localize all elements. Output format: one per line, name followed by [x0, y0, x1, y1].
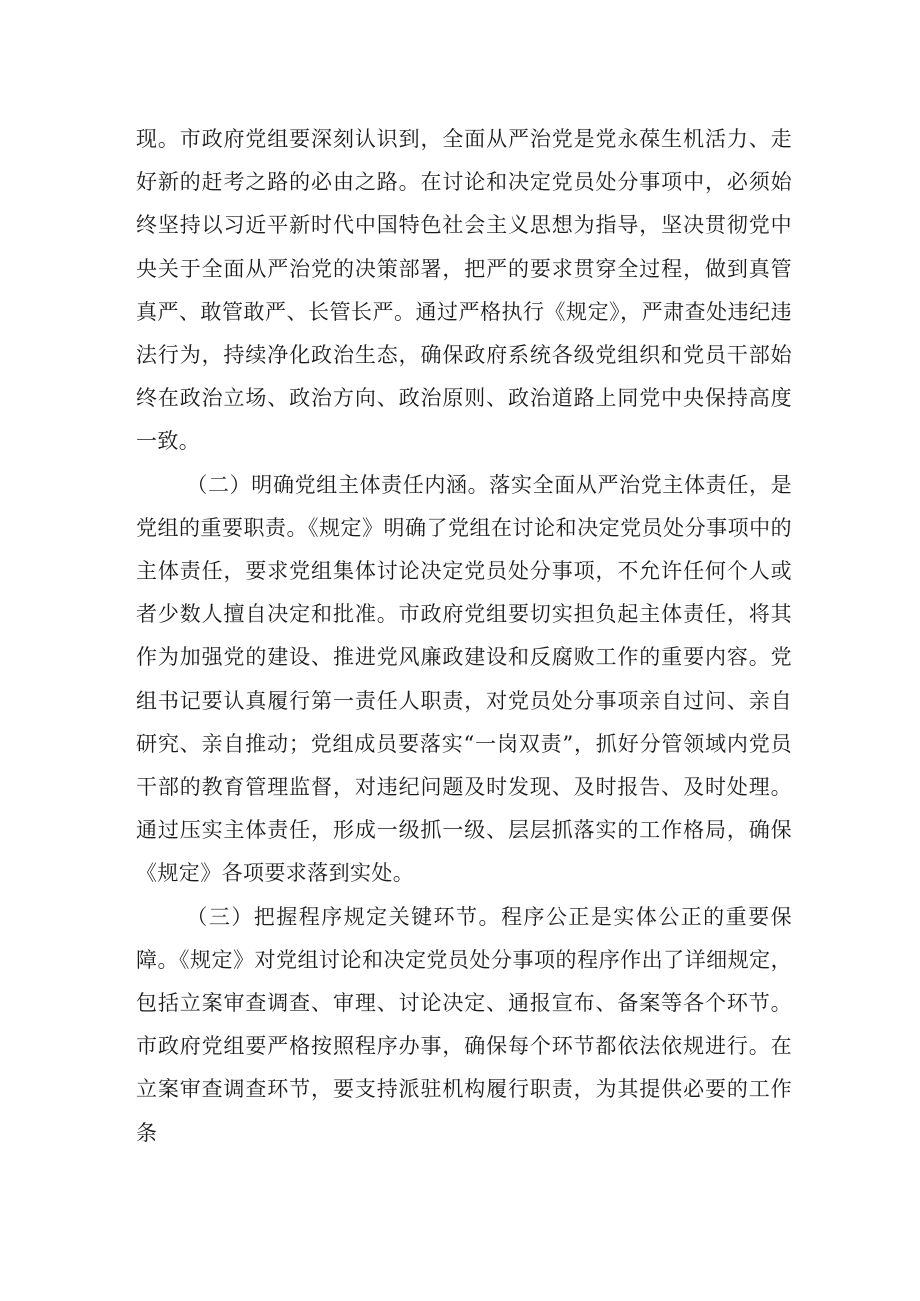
paragraph-3: （三）把握程序规定关键环节。程序公正是实体公正的重要保障。《规定》对党组讨论和决定党员处分事项的程序作出了详细规定，包括立案审查调查、审理、讨论决定、通报宣布、备案等各个环节。市政府党组要严格按照程序办事，确保每个环节都依法依规进行。在立案审查调查环节，要支持派驻机构履行职责，为其提供必要的工作条 [136, 904, 792, 1145]
paragraph-1: 现。市政府党组要深刻认识到，全面从严治党是党永葆生机活力、走好新的赶考之路的必由之路。在讨论和决定党员处分事项中，必须始终坚持以习近平新时代中国特色社会主义思想为指导，坚决贯彻党中央关于全面从严治党的决策部署，把严的要求贯穿全过程，做到真管真严、敢管敢严、长管长严。通过严格执行《规定》，严肃查处违纪违法行为，持续净化政治生态，确保政府系统各级党组织和党员干部始终在政治立场、政治方向、政治原则、政治道路上同党中央保持高度一致。 [136, 127, 792, 454]
document-body [136, 118, 792, 1155]
paragraph-2: （二）明确党组主体责任内涵。落实全面从严治党主体责任，是党组的重要职责。《规定》明确了党组在讨论和决定党员处分事项中的主体责任，要求党组集体讨论决定党员处分事项，不允许任何个人或者少数人擅自决定和批准。市政府党组要切实担负起主体责任，将其作为加强党的建设、推进党风廉政建设和反腐败工作的重要内容。党组书记要认真履行第一责任人职责，对党员处分事项亲自过问、亲自研究、亲自推动；党组成员要落实“一岗双责”，抓好分管领域内党员干部的教育管理监督，对违纪问题及时发现、及时报告、及时处理。通过压实主体责任，形成一级抓一级、层层抓落实的工作格局，确保《规定》各项要求落到实处。 [136, 472, 792, 886]
